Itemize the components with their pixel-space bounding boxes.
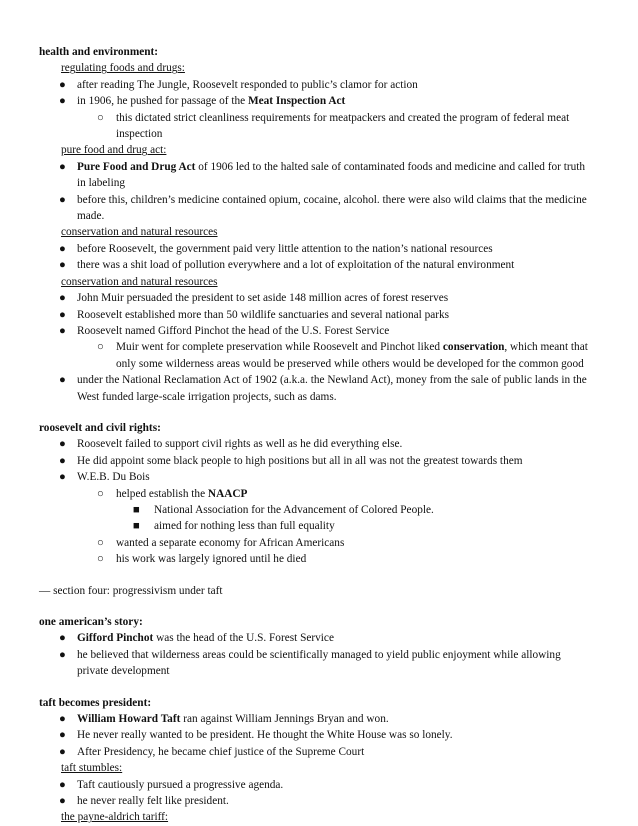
text-run: in labeling <box>77 177 126 190</box>
bullet-marker-icon: ● <box>59 242 66 255</box>
text-run: this dictated strict cleanliness requirements for meatpackers and created the program of federal meat <box>116 111 570 124</box>
bullet-marker-icon: ○ <box>97 111 104 124</box>
sub-sub-bullet-item <box>39 518 595 534</box>
sub-bullet-continuation <box>39 126 595 142</box>
bullet-item <box>39 630 595 646</box>
text-run: , which meant that <box>504 341 588 354</box>
text-run: his work was largely ignored until he died <box>116 553 307 566</box>
bullet-marker-icon: ● <box>59 795 66 808</box>
text-run: Taft cautiously pursued a progressive agenda. <box>77 778 284 791</box>
bullet-continuation <box>39 175 595 191</box>
bullet-marker-icon: ○ <box>97 341 104 354</box>
text-run: private development <box>77 665 170 678</box>
bullet-item <box>39 159 595 175</box>
bullet-item <box>39 257 595 273</box>
bold-term: Gifford Pinchot <box>77 632 154 645</box>
text-run: helped establish the <box>116 487 208 500</box>
text-run: Roosevelt named Gifford Pinchot the head of the U.S. Forest Service <box>77 324 390 337</box>
bullet-marker-icon: ● <box>59 713 66 726</box>
bullet-item <box>39 372 595 388</box>
bullet-marker-icon: ○ <box>97 536 104 549</box>
bullet-marker-icon: ■ <box>133 520 140 533</box>
bullet-marker-icon: ● <box>59 648 66 661</box>
bullet-item <box>39 711 595 727</box>
text-run: West funded large-scale irrigation projects, such as dams. <box>77 390 337 403</box>
bullet-item <box>39 469 595 485</box>
text-run: he believed that wilderness areas could be scientifically managed to yield public enjoyment while allowing <box>77 648 561 661</box>
text-run: made. <box>77 210 105 223</box>
text-run: before this, children’s medicine contained opium, cocaine, alcohol. there were also wild claims that the medicine <box>77 193 587 206</box>
text-run: W.E.B. Du Bois <box>77 471 150 484</box>
text-run: was the head of the U.S. Forest Service <box>153 632 334 645</box>
spacer <box>39 405 595 420</box>
bullet-marker-icon: ○ <box>97 553 104 566</box>
bullet-marker-icon: ● <box>59 95 66 108</box>
sub-bullet-item <box>39 486 595 502</box>
bullet-continuation <box>39 663 595 679</box>
bullet-item <box>39 453 595 469</box>
sub-bullet-continuation <box>39 356 595 372</box>
text-run: he never really felt like president. <box>77 795 229 808</box>
bold-term: Pure Food and Drug Act <box>77 160 196 173</box>
text-run: after reading The Jungle, Roosevelt responded to public’s clamor for action <box>77 78 418 91</box>
bullet-marker-icon: ● <box>59 745 66 758</box>
text-run: aimed for nothing less than full equality <box>154 520 335 533</box>
bold-term: NAACP <box>207 487 248 500</box>
subheading: the payne-aldrich tariff: <box>61 811 169 824</box>
text-run: of 1906 led to the halted sale of contaminated foods and medicine and called for truth <box>195 160 586 173</box>
text-run: there was a shit load of pollution everywhere and a lot of exploitation of the natural environment <box>77 259 515 272</box>
bullet-item <box>39 436 595 452</box>
section-heading: health and environment: <box>39 46 159 58</box>
sub-bullet-item <box>39 535 595 551</box>
spacer <box>39 599 595 614</box>
bullet-item <box>39 192 595 208</box>
sub-sub-bullet-item <box>39 502 595 518</box>
text-run: ran against William Jennings Bryan and won. <box>180 713 389 726</box>
section-heading: roosevelt and civil rights: <box>39 421 161 434</box>
bullet-item <box>39 793 595 809</box>
bullet-item <box>39 777 595 793</box>
section-heading: taft becomes president: <box>39 696 152 709</box>
sub-bullet-item <box>39 551 595 567</box>
bullet-marker-icon: ● <box>59 374 66 387</box>
bullet-item <box>39 290 595 306</box>
bullet-item <box>39 727 595 743</box>
bullet-marker-icon: ● <box>59 324 66 337</box>
bold-term: conservation <box>442 341 505 354</box>
text-run: John Muir persuaded the president to set aside 148 million acres of forest reserves <box>77 292 449 305</box>
text-run: in 1906, he pushed for passage of the <box>77 95 248 108</box>
bullet-marker-icon: ○ <box>97 487 104 500</box>
subheading: conservation and natural resources <box>61 226 218 239</box>
section-divider: — section four: progressivism under taft <box>39 584 223 597</box>
bullet-marker-icon: ● <box>59 454 66 467</box>
bullet-item <box>39 647 595 663</box>
bullet-marker-icon: ● <box>59 193 66 206</box>
subheading: taft stumbles: <box>61 762 123 775</box>
text-run: inspection <box>116 128 163 141</box>
sub-bullet-item <box>39 110 595 126</box>
bold-term: Meat Inspection Act <box>247 95 346 108</box>
bullet-marker-icon: ● <box>59 160 66 173</box>
bullet-item <box>39 241 595 257</box>
spacer <box>39 680 595 695</box>
text-run: Muir went for complete preservation while Roosevelt and Pinchot liked <box>116 341 443 354</box>
sub-bullet-item <box>39 339 595 355</box>
bullet-marker-icon: ● <box>59 259 66 272</box>
bullet-item <box>39 744 595 760</box>
text-run: He did appoint some black people to high positions but all in all was not the greatest towards them <box>77 454 523 467</box>
bullet-marker-icon: ● <box>59 729 66 742</box>
spacer <box>39 568 595 583</box>
bullet-marker-icon: ■ <box>133 503 140 516</box>
bullet-item <box>39 323 595 339</box>
text-run: before Roosevelt, the government paid very little attention to the nation’s national resources <box>77 242 493 255</box>
bullet-marker-icon: ● <box>59 438 66 451</box>
subheading: regulating foods and drugs: <box>61 62 185 75</box>
text-run: under the National Reclamation Act of 1902 (a.k.a. the Newland Act), money from the sale of public lands in the <box>77 374 587 387</box>
bullet-marker-icon: ● <box>59 308 66 321</box>
bullet-marker-icon: ● <box>59 292 66 305</box>
bullet-marker-icon: ● <box>59 632 66 645</box>
text-run: He never really wanted to be president. He thought the White House was so lonely. <box>77 729 453 742</box>
bullet-item <box>39 77 595 93</box>
bullet-item <box>39 307 595 323</box>
text-run: wanted a separate economy for African Americans <box>116 536 345 549</box>
bold-term: William Howard Taft <box>77 713 181 726</box>
text-run: National Association for the Advancement of Colored People. <box>154 503 434 516</box>
text-run: only some wilderness areas would be preserved while others would be developed for the common good <box>116 357 584 370</box>
bullet-continuation <box>39 208 595 224</box>
subheading: pure food and drug act: <box>61 144 167 157</box>
document-page <box>39 44 595 826</box>
bullet-marker-icon: ● <box>59 78 66 91</box>
bullet-item <box>39 93 595 109</box>
bullet-continuation <box>39 389 595 405</box>
section-heading: one american’s story: <box>39 616 143 628</box>
text-run: After Presidency, he became chief justice of the Supreme Court <box>77 745 365 758</box>
text-run: Roosevelt failed to support civil rights as well as he did everything else. <box>77 438 403 451</box>
subheading: conservation and natural resources <box>61 275 218 288</box>
bullet-marker-icon: ● <box>59 778 66 791</box>
text-run: Roosevelt established more than 50 wildlife sanctuaries and several national parks <box>77 308 450 321</box>
bullet-marker-icon: ● <box>59 471 66 484</box>
